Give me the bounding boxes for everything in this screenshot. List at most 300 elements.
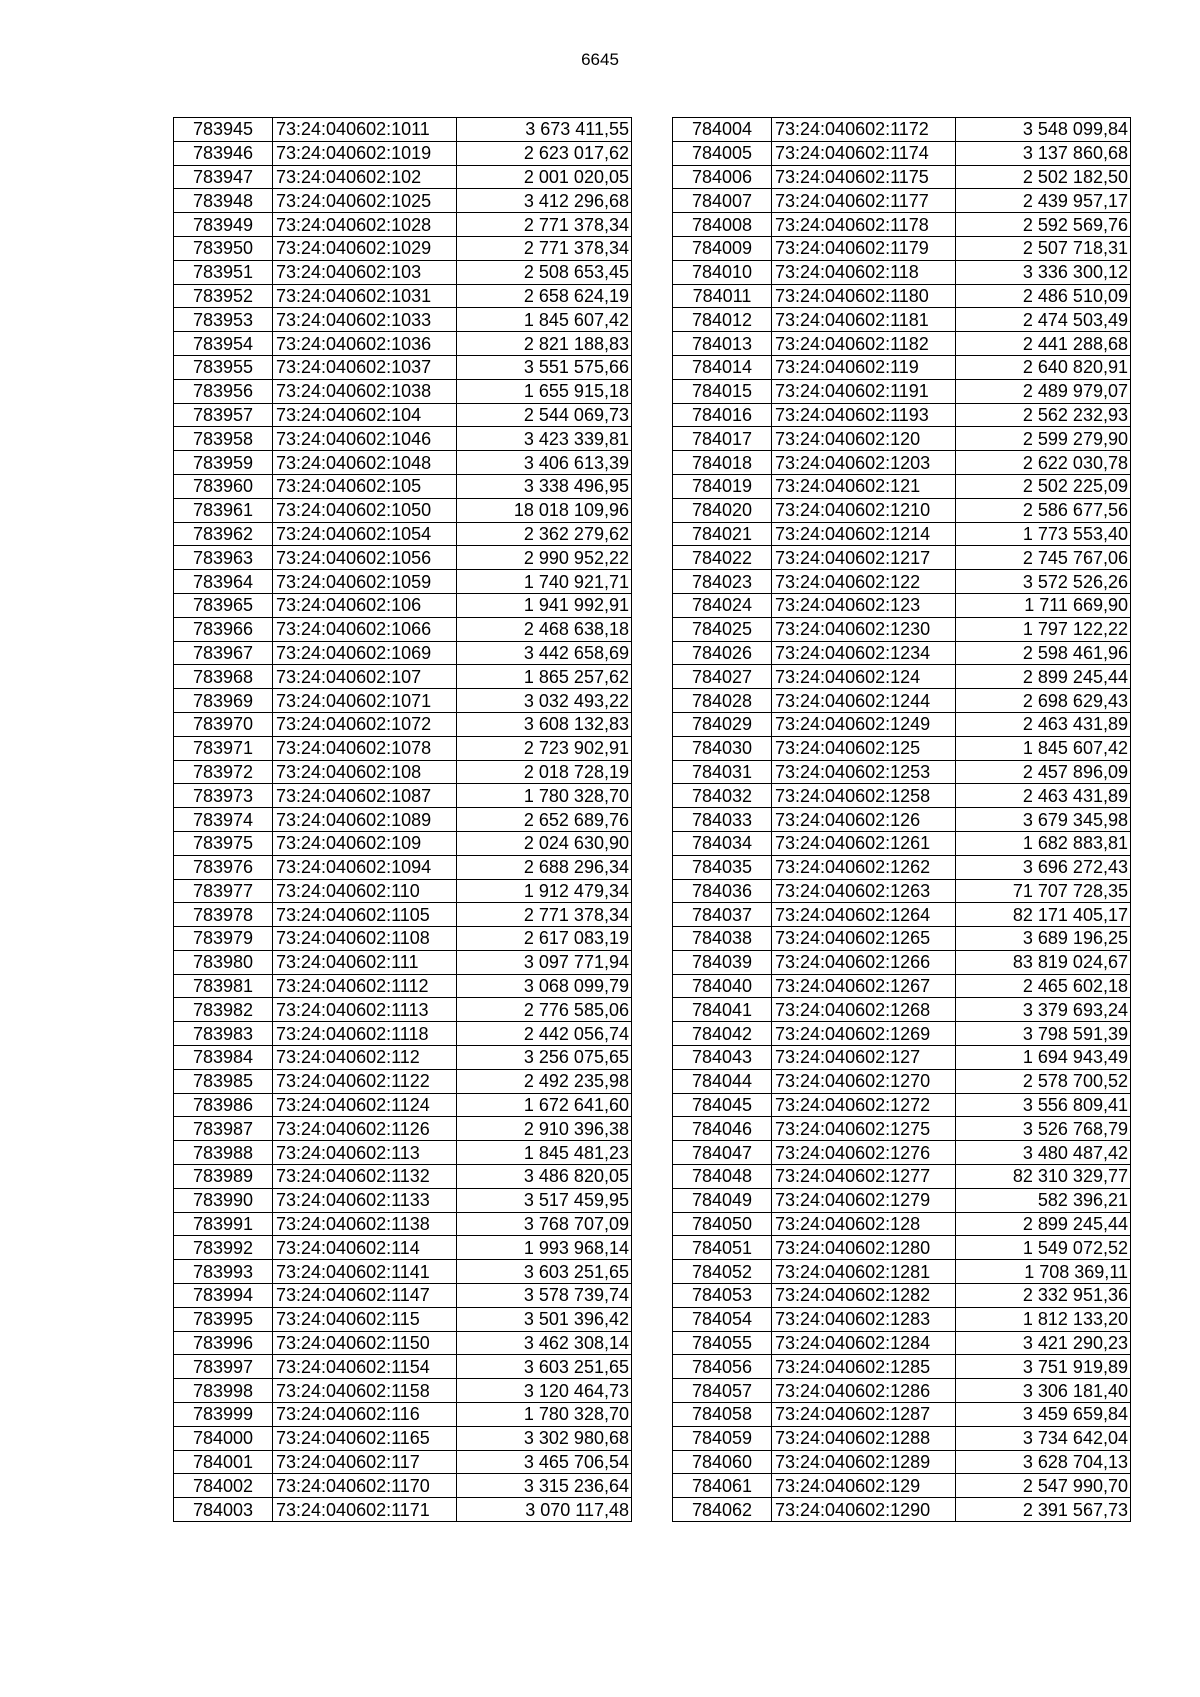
cadastral-value-cell: 2 688 296,34 bbox=[457, 855, 632, 879]
row-number-cell: 784021 bbox=[673, 522, 772, 546]
cadastral-number-cell: 73:24:040602:1036 bbox=[273, 332, 457, 356]
cadastral-number-cell: 73:24:040602:1165 bbox=[273, 1426, 457, 1450]
cadastral-number-cell: 73:24:040602:119 bbox=[772, 355, 956, 379]
cadastral-number-cell: 73:24:040602:1266 bbox=[772, 950, 956, 974]
row-number-cell: 784013 bbox=[673, 332, 772, 356]
table-row bbox=[174, 1474, 632, 1498]
cadastral-value-cell: 2 463 431,89 bbox=[956, 784, 1131, 808]
cadastral-number-cell: 73:24:040602:1056 bbox=[273, 546, 457, 570]
row-number-cell: 784004 bbox=[673, 118, 772, 142]
cadastral-number-cell: 73:24:040602:1264 bbox=[772, 903, 956, 927]
row-number-cell: 784005 bbox=[673, 141, 772, 165]
row-number-cell: 784008 bbox=[673, 213, 772, 237]
table-row bbox=[673, 1236, 1131, 1260]
cadastral-value-cell: 3 679 345,98 bbox=[956, 808, 1131, 832]
table-row bbox=[174, 427, 632, 451]
table-row bbox=[673, 641, 1131, 665]
cadastral-number-cell: 73:24:040602:1171 bbox=[273, 1498, 457, 1522]
row-number-cell: 783992 bbox=[174, 1236, 273, 1260]
cadastral-number-cell: 73:24:040602:103 bbox=[273, 260, 457, 284]
row-number-cell: 783967 bbox=[174, 641, 273, 665]
row-number-cell: 783980 bbox=[174, 950, 273, 974]
cadastral-value-cell: 3 556 809,41 bbox=[956, 1093, 1131, 1117]
table-row bbox=[174, 260, 632, 284]
cadastral-value-cell: 2 723 902,91 bbox=[457, 736, 632, 760]
cadastral-number-cell: 73:24:040602:1289 bbox=[772, 1450, 956, 1474]
table-row bbox=[673, 546, 1131, 570]
registry-table-left-body bbox=[174, 118, 632, 1522]
row-number-cell: 784046 bbox=[673, 1117, 772, 1141]
table-row bbox=[673, 1069, 1131, 1093]
cadastral-number-cell: 73:24:040602:1263 bbox=[772, 879, 956, 903]
row-number-cell: 784001 bbox=[174, 1450, 273, 1474]
cadastral-value-cell: 1 672 641,60 bbox=[457, 1093, 632, 1117]
row-number-cell: 784031 bbox=[673, 760, 772, 784]
cadastral-number-cell: 73:24:040602:126 bbox=[772, 808, 956, 832]
table-row bbox=[673, 998, 1131, 1022]
cadastral-value-cell: 2 658 624,19 bbox=[457, 284, 632, 308]
cadastral-number-cell: 73:24:040602:1118 bbox=[273, 1022, 457, 1046]
cadastral-value-cell: 2 745 767,06 bbox=[956, 546, 1131, 570]
row-number-cell: 784047 bbox=[673, 1141, 772, 1165]
cadastral-value-cell: 3 768 707,09 bbox=[457, 1212, 632, 1236]
table-row bbox=[673, 808, 1131, 832]
row-number-cell: 783985 bbox=[174, 1069, 273, 1093]
table-row bbox=[673, 760, 1131, 784]
cadastral-value-cell: 2 489 979,07 bbox=[956, 379, 1131, 403]
cadastral-value-cell: 2 771 378,34 bbox=[457, 213, 632, 237]
row-number-cell: 783976 bbox=[174, 855, 273, 879]
cadastral-number-cell: 73:24:040602:1174 bbox=[772, 141, 956, 165]
row-number-cell: 783974 bbox=[174, 808, 273, 832]
cadastral-value-cell: 2 652 689,76 bbox=[457, 808, 632, 832]
table-row bbox=[174, 1498, 632, 1522]
cadastral-value-cell: 3 442 658,69 bbox=[457, 641, 632, 665]
row-number-cell: 784010 bbox=[673, 260, 772, 284]
cadastral-number-cell: 73:24:040602:1261 bbox=[772, 831, 956, 855]
row-number-cell: 784062 bbox=[673, 1498, 772, 1522]
cadastral-number-cell: 73:24:040602:104 bbox=[273, 403, 457, 427]
row-number-cell: 784012 bbox=[673, 308, 772, 332]
cadastral-number-cell: 73:24:040602:1028 bbox=[273, 213, 457, 237]
row-number-cell: 784034 bbox=[673, 831, 772, 855]
cadastral-value-cell: 3 572 526,26 bbox=[956, 570, 1131, 594]
row-number-cell: 783995 bbox=[174, 1307, 273, 1331]
cadastral-value-cell: 3 551 575,66 bbox=[457, 355, 632, 379]
cadastral-value-cell: 2 910 396,38 bbox=[457, 1117, 632, 1141]
table-row bbox=[673, 427, 1131, 451]
cadastral-number-cell: 73:24:040602:1286 bbox=[772, 1379, 956, 1403]
cadastral-value-cell: 2 547 990,70 bbox=[956, 1474, 1131, 1498]
table-row bbox=[174, 927, 632, 951]
cadastral-value-cell: 2 474 503,49 bbox=[956, 308, 1131, 332]
cadastral-value-cell: 1 812 133,20 bbox=[956, 1307, 1131, 1331]
row-number-cell: 784033 bbox=[673, 808, 772, 832]
row-number-cell: 783965 bbox=[174, 593, 273, 617]
table-row bbox=[174, 1426, 632, 1450]
table-row bbox=[174, 1236, 632, 1260]
row-number-cell: 784030 bbox=[673, 736, 772, 760]
row-number-cell: 783958 bbox=[174, 427, 273, 451]
cadastral-number-cell: 73:24:040602:1203 bbox=[772, 451, 956, 475]
cadastral-number-cell: 73:24:040602:1182 bbox=[772, 332, 956, 356]
table-row bbox=[174, 1117, 632, 1141]
cadastral-number-cell: 73:24:040602:1234 bbox=[772, 641, 956, 665]
cadastral-value-cell: 2 598 461,96 bbox=[956, 641, 1131, 665]
cadastral-number-cell: 73:24:040602:1175 bbox=[772, 165, 956, 189]
cadastral-number-cell: 73:24:040602:1279 bbox=[772, 1188, 956, 1212]
row-number-cell: 784060 bbox=[673, 1450, 772, 1474]
cadastral-value-cell: 3 608 132,83 bbox=[457, 712, 632, 736]
cadastral-value-cell: 2 578 700,52 bbox=[956, 1069, 1131, 1093]
cadastral-value-cell: 2 492 235,98 bbox=[457, 1069, 632, 1093]
row-number-cell: 783946 bbox=[174, 141, 273, 165]
cadastral-number-cell: 73:24:040602:1275 bbox=[772, 1117, 956, 1141]
cadastral-value-cell: 2 622 030,78 bbox=[956, 451, 1131, 475]
row-number-cell: 784006 bbox=[673, 165, 772, 189]
table-row bbox=[174, 355, 632, 379]
cadastral-value-cell: 3 459 659,84 bbox=[956, 1403, 1131, 1427]
cadastral-number-cell: 73:24:040602:1147 bbox=[273, 1284, 457, 1308]
table-row bbox=[174, 998, 632, 1022]
table-row bbox=[673, 189, 1131, 213]
cadastral-value-cell: 2 640 820,91 bbox=[956, 355, 1131, 379]
cadastral-value-cell: 2 821 188,83 bbox=[457, 332, 632, 356]
cadastral-number-cell: 73:24:040602:1133 bbox=[273, 1188, 457, 1212]
cadastral-value-cell: 2 502 225,09 bbox=[956, 474, 1131, 498]
table-row bbox=[673, 1450, 1131, 1474]
cadastral-number-cell: 73:24:040602:1113 bbox=[273, 998, 457, 1022]
row-number-cell: 784056 bbox=[673, 1355, 772, 1379]
cadastral-value-cell: 3 120 464,73 bbox=[457, 1379, 632, 1403]
table-row bbox=[174, 1260, 632, 1284]
cadastral-value-cell: 2 391 567,73 bbox=[956, 1498, 1131, 1522]
cadastral-value-cell: 2 623 017,62 bbox=[457, 141, 632, 165]
table-row bbox=[174, 1450, 632, 1474]
row-number-cell: 783954 bbox=[174, 332, 273, 356]
row-number-cell: 783994 bbox=[174, 1284, 273, 1308]
cadastral-number-cell: 73:24:040602:122 bbox=[772, 570, 956, 594]
cadastral-number-cell: 73:24:040602:117 bbox=[273, 1450, 457, 1474]
row-number-cell: 783952 bbox=[174, 284, 273, 308]
table-row bbox=[174, 1212, 632, 1236]
table-row bbox=[673, 927, 1131, 951]
row-number-cell: 783949 bbox=[174, 213, 273, 237]
cadastral-number-cell: 73:24:040602:105 bbox=[273, 474, 457, 498]
cadastral-value-cell: 3 603 251,65 bbox=[457, 1260, 632, 1284]
cadastral-value-cell: 71 707 728,35 bbox=[956, 879, 1131, 903]
row-number-cell: 784026 bbox=[673, 641, 772, 665]
row-number-cell: 784007 bbox=[673, 189, 772, 213]
table-row bbox=[174, 593, 632, 617]
cadastral-value-cell: 18 018 109,96 bbox=[457, 498, 632, 522]
cadastral-number-cell: 73:24:040602:1193 bbox=[772, 403, 956, 427]
row-number-cell: 783963 bbox=[174, 546, 273, 570]
cadastral-number-cell: 73:24:040602:1282 bbox=[772, 1284, 956, 1308]
row-number-cell: 783990 bbox=[174, 1188, 273, 1212]
table-row bbox=[174, 1022, 632, 1046]
row-number-cell: 784003 bbox=[174, 1498, 273, 1522]
cadastral-value-cell: 1 912 479,34 bbox=[457, 879, 632, 903]
cadastral-value-cell: 2 776 585,06 bbox=[457, 998, 632, 1022]
row-number-cell: 784048 bbox=[673, 1165, 772, 1189]
cadastral-value-cell: 2 507 718,31 bbox=[956, 236, 1131, 260]
row-number-cell: 783969 bbox=[174, 689, 273, 713]
row-number-cell: 784050 bbox=[673, 1212, 772, 1236]
cadastral-number-cell: 73:24:040602:1078 bbox=[273, 736, 457, 760]
cadastral-number-cell: 73:24:040602:1178 bbox=[772, 213, 956, 237]
cadastral-value-cell: 3 070 117,48 bbox=[457, 1498, 632, 1522]
row-number-cell: 784040 bbox=[673, 974, 772, 998]
cadastral-number-cell: 73:24:040602:1267 bbox=[772, 974, 956, 998]
cadastral-value-cell: 2 486 510,09 bbox=[956, 284, 1131, 308]
table-row bbox=[673, 355, 1131, 379]
cadastral-value-cell: 3 465 706,54 bbox=[457, 1450, 632, 1474]
table-row bbox=[673, 522, 1131, 546]
table-row bbox=[673, 855, 1131, 879]
table-row bbox=[673, 379, 1131, 403]
cadastral-number-cell: 73:24:040602:1112 bbox=[273, 974, 457, 998]
cadastral-number-cell: 73:24:040602:106 bbox=[273, 593, 457, 617]
cadastral-value-cell: 1 773 553,40 bbox=[956, 522, 1131, 546]
table-row bbox=[174, 1093, 632, 1117]
row-number-cell: 783951 bbox=[174, 260, 273, 284]
table-row bbox=[174, 1379, 632, 1403]
cadastral-number-cell: 73:24:040602:1132 bbox=[273, 1165, 457, 1189]
cadastral-number-cell: 73:24:040602:1138 bbox=[273, 1212, 457, 1236]
table-row bbox=[673, 1141, 1131, 1165]
row-number-cell: 784041 bbox=[673, 998, 772, 1022]
row-number-cell: 783978 bbox=[174, 903, 273, 927]
cadastral-value-cell: 2 468 638,18 bbox=[457, 617, 632, 641]
table-row bbox=[673, 1355, 1131, 1379]
cadastral-number-cell: 73:24:040602:1105 bbox=[273, 903, 457, 927]
cadastral-number-cell: 73:24:040602:1033 bbox=[273, 308, 457, 332]
cadastral-value-cell: 2 362 279,62 bbox=[457, 522, 632, 546]
cadastral-number-cell: 73:24:040602:1019 bbox=[273, 141, 457, 165]
row-number-cell: 784049 bbox=[673, 1188, 772, 1212]
table-row bbox=[673, 1165, 1131, 1189]
cadastral-number-cell: 73:24:040602:127 bbox=[772, 1046, 956, 1070]
row-number-cell: 784059 bbox=[673, 1426, 772, 1450]
cadastral-number-cell: 73:24:040602:1087 bbox=[273, 784, 457, 808]
row-number-cell: 783956 bbox=[174, 379, 273, 403]
cadastral-number-cell: 73:24:040602:1094 bbox=[273, 855, 457, 879]
table-row bbox=[174, 641, 632, 665]
table-row bbox=[673, 118, 1131, 142]
cadastral-number-cell: 73:24:040602:110 bbox=[273, 879, 457, 903]
cadastral-number-cell: 73:24:040602:1172 bbox=[772, 118, 956, 142]
table-row bbox=[673, 1379, 1131, 1403]
table-row bbox=[673, 1260, 1131, 1284]
cadastral-value-cell: 2 457 896,09 bbox=[956, 760, 1131, 784]
cadastral-value-cell: 1 845 607,42 bbox=[457, 308, 632, 332]
cadastral-number-cell: 73:24:040602:1230 bbox=[772, 617, 956, 641]
table-row bbox=[174, 118, 632, 142]
row-number-cell: 783955 bbox=[174, 355, 273, 379]
cadastral-value-cell: 2 439 957,17 bbox=[956, 189, 1131, 213]
table-row bbox=[174, 974, 632, 998]
table-row bbox=[673, 665, 1131, 689]
cadastral-value-cell: 3 578 739,74 bbox=[457, 1284, 632, 1308]
table-row bbox=[673, 1331, 1131, 1355]
cadastral-value-cell: 3 673 411,55 bbox=[457, 118, 632, 142]
cadastral-number-cell: 73:24:040602:125 bbox=[772, 736, 956, 760]
cadastral-number-cell: 73:24:040602:109 bbox=[273, 831, 457, 855]
cadastral-value-cell: 2 544 069,73 bbox=[457, 403, 632, 427]
cadastral-number-cell: 73:24:040602:1214 bbox=[772, 522, 956, 546]
table-row bbox=[174, 236, 632, 260]
cadastral-value-cell: 2 001 020,05 bbox=[457, 165, 632, 189]
table-row bbox=[174, 498, 632, 522]
table-row bbox=[673, 1498, 1131, 1522]
cadastral-value-cell: 2 442 056,74 bbox=[457, 1022, 632, 1046]
row-number-cell: 783986 bbox=[174, 1093, 273, 1117]
row-number-cell: 783973 bbox=[174, 784, 273, 808]
cadastral-number-cell: 73:24:040602:1244 bbox=[772, 689, 956, 713]
table-row bbox=[673, 879, 1131, 903]
row-number-cell: 783971 bbox=[174, 736, 273, 760]
cadastral-number-cell: 73:24:040602:1141 bbox=[273, 1260, 457, 1284]
cadastral-value-cell: 3 032 493,22 bbox=[457, 689, 632, 713]
cadastral-number-cell: 73:24:040602:129 bbox=[772, 1474, 956, 1498]
cadastral-number-cell: 73:24:040602:114 bbox=[273, 1236, 457, 1260]
cadastral-number-cell: 73:24:040602:1069 bbox=[273, 641, 457, 665]
row-number-cell: 784061 bbox=[673, 1474, 772, 1498]
page-number: 6645 bbox=[581, 50, 619, 69]
cadastral-value-cell: 1 845 481,23 bbox=[457, 1141, 632, 1165]
cadastral-value-cell: 1 708 369,11 bbox=[956, 1260, 1131, 1284]
table-row bbox=[174, 689, 632, 713]
cadastral-value-cell: 3 798 591,39 bbox=[956, 1022, 1131, 1046]
row-number-cell: 784052 bbox=[673, 1260, 772, 1284]
cadastral-number-cell: 73:24:040602:1059 bbox=[273, 570, 457, 594]
cadastral-value-cell: 3 517 459,95 bbox=[457, 1188, 632, 1212]
cadastral-value-cell: 2 771 378,34 bbox=[457, 903, 632, 927]
cadastral-number-cell: 73:24:040602:1268 bbox=[772, 998, 956, 1022]
cadastral-number-cell: 73:24:040602:124 bbox=[772, 665, 956, 689]
row-number-cell: 783975 bbox=[174, 831, 273, 855]
row-number-cell: 784023 bbox=[673, 570, 772, 594]
cadastral-value-cell: 3 603 251,65 bbox=[457, 1355, 632, 1379]
table-row bbox=[174, 1355, 632, 1379]
cadastral-number-cell: 73:24:040602:1285 bbox=[772, 1355, 956, 1379]
cadastral-value-cell: 3 338 496,95 bbox=[457, 474, 632, 498]
cadastral-value-cell: 3 689 196,25 bbox=[956, 927, 1131, 951]
cadastral-value-cell: 3 501 396,42 bbox=[457, 1307, 632, 1331]
table-row bbox=[673, 903, 1131, 927]
registry-table-left bbox=[173, 117, 632, 1522]
table-row bbox=[673, 1188, 1131, 1212]
cadastral-value-cell: 1 682 883,81 bbox=[956, 831, 1131, 855]
row-number-cell: 784053 bbox=[673, 1284, 772, 1308]
table-row bbox=[174, 1165, 632, 1189]
table-row bbox=[673, 1284, 1131, 1308]
cadastral-number-cell: 73:24:040602:128 bbox=[772, 1212, 956, 1236]
cadastral-value-cell: 2 899 245,44 bbox=[956, 665, 1131, 689]
table-row bbox=[174, 570, 632, 594]
table-row bbox=[174, 1403, 632, 1427]
cadastral-value-cell: 3 628 704,13 bbox=[956, 1450, 1131, 1474]
table-row bbox=[673, 141, 1131, 165]
cadastral-number-cell: 73:24:040602:123 bbox=[772, 593, 956, 617]
table-row bbox=[673, 1403, 1131, 1427]
table-row bbox=[673, 784, 1131, 808]
cadastral-value-cell: 3 480 487,42 bbox=[956, 1141, 1131, 1165]
table-row bbox=[174, 1188, 632, 1212]
cadastral-value-cell: 3 421 290,23 bbox=[956, 1331, 1131, 1355]
cadastral-number-cell: 73:24:040602:1050 bbox=[273, 498, 457, 522]
row-number-cell: 784055 bbox=[673, 1331, 772, 1355]
cadastral-number-cell: 73:24:040602:1108 bbox=[273, 927, 457, 951]
cadastral-value-cell: 2 463 431,89 bbox=[956, 712, 1131, 736]
row-number-cell: 784025 bbox=[673, 617, 772, 641]
cadastral-value-cell: 1 941 992,91 bbox=[457, 593, 632, 617]
cadastral-number-cell: 73:24:040602:1011 bbox=[273, 118, 457, 142]
table-row bbox=[174, 141, 632, 165]
cadastral-value-cell: 2 508 653,45 bbox=[457, 260, 632, 284]
cadastral-number-cell: 73:24:040602:1191 bbox=[772, 379, 956, 403]
table-row bbox=[174, 950, 632, 974]
table-row bbox=[673, 831, 1131, 855]
cadastral-number-cell: 73:24:040602:1071 bbox=[273, 689, 457, 713]
cadastral-value-cell: 3 336 300,12 bbox=[956, 260, 1131, 284]
row-number-cell: 783964 bbox=[174, 570, 273, 594]
cadastral-value-cell: 1 797 122,22 bbox=[956, 617, 1131, 641]
table-row bbox=[673, 1093, 1131, 1117]
registry-table-right bbox=[672, 117, 1131, 1522]
cadastral-value-cell: 2 441 288,68 bbox=[956, 332, 1131, 356]
cadastral-value-cell: 3 256 075,65 bbox=[457, 1046, 632, 1070]
table-row bbox=[174, 474, 632, 498]
cadastral-number-cell: 73:24:040602:1210 bbox=[772, 498, 956, 522]
table-row bbox=[174, 1046, 632, 1070]
cadastral-value-cell: 582 396,21 bbox=[956, 1188, 1131, 1212]
cadastral-value-cell: 1 865 257,62 bbox=[457, 665, 632, 689]
row-number-cell: 783997 bbox=[174, 1355, 273, 1379]
row-number-cell: 784051 bbox=[673, 1236, 772, 1260]
table-row bbox=[174, 831, 632, 855]
cadastral-value-cell: 82 310 329,77 bbox=[956, 1165, 1131, 1189]
row-number-cell: 784014 bbox=[673, 355, 772, 379]
table-row bbox=[673, 451, 1131, 475]
cadastral-value-cell: 3 306 181,40 bbox=[956, 1379, 1131, 1403]
cadastral-number-cell: 73:24:040602:1290 bbox=[772, 1498, 956, 1522]
row-number-cell: 784057 bbox=[673, 1379, 772, 1403]
cadastral-number-cell: 73:24:040602:1037 bbox=[273, 355, 457, 379]
cadastral-value-cell: 2 562 232,93 bbox=[956, 403, 1131, 427]
table-row bbox=[174, 1331, 632, 1355]
table-row bbox=[673, 974, 1131, 998]
row-number-cell: 783966 bbox=[174, 617, 273, 641]
row-number-cell: 783991 bbox=[174, 1212, 273, 1236]
table-row bbox=[174, 308, 632, 332]
table-row bbox=[673, 736, 1131, 760]
cadastral-number-cell: 73:24:040602:1265 bbox=[772, 927, 956, 951]
row-number-cell: 783993 bbox=[174, 1260, 273, 1284]
cadastral-number-cell: 73:24:040602:1280 bbox=[772, 1236, 956, 1260]
row-number-cell: 783977 bbox=[174, 879, 273, 903]
row-number-cell: 784018 bbox=[673, 451, 772, 475]
table-row bbox=[673, 260, 1131, 284]
cadastral-value-cell: 83 819 024,67 bbox=[956, 950, 1131, 974]
cadastral-number-cell: 73:24:040602:107 bbox=[273, 665, 457, 689]
row-number-cell: 783998 bbox=[174, 1379, 273, 1403]
cadastral-value-cell: 2 599 279,90 bbox=[956, 427, 1131, 451]
table-row bbox=[174, 617, 632, 641]
cadastral-number-cell: 73:24:040602:1150 bbox=[273, 1331, 457, 1355]
cadastral-number-cell: 73:24:040602:1154 bbox=[273, 1355, 457, 1379]
